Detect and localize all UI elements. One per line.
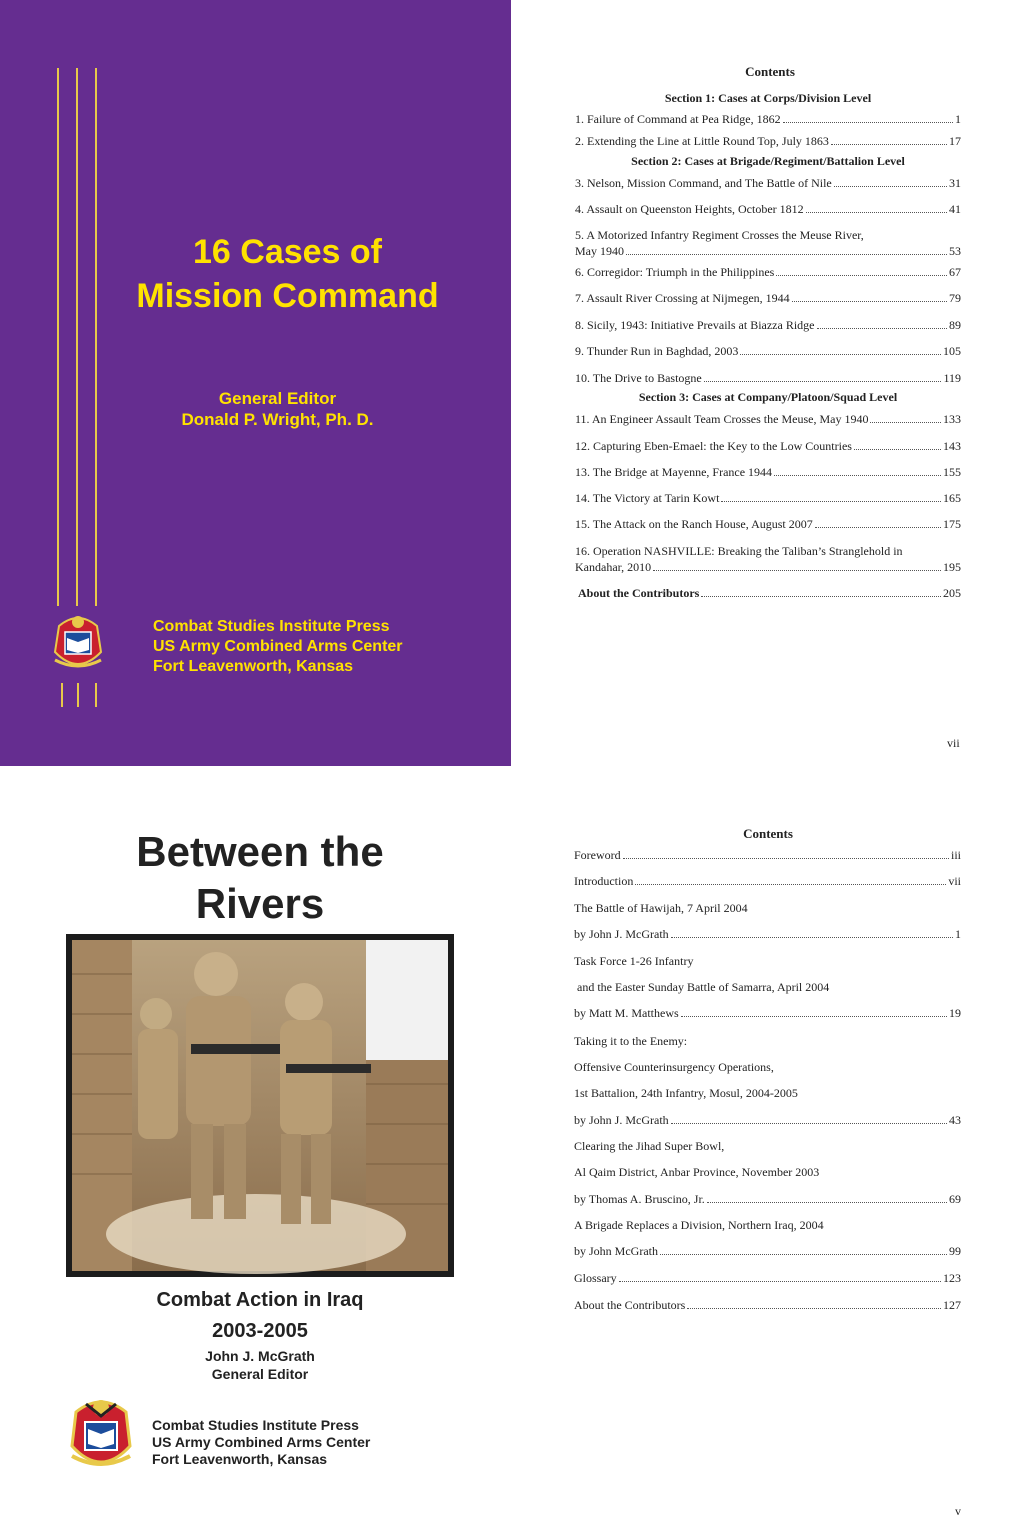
toc-section-heading: Section 1: Cases at Corps/Division Level (664, 91, 872, 105)
toc-section-heading: Section 3: Cases at Company/Platoon/Squad Level (638, 390, 898, 404)
toc-entry-page: 119 (943, 371, 961, 385)
toc-entry-page: 175 (943, 517, 961, 531)
book1-title (120, 230, 455, 318)
toc-entry-title: 8. Sicily, 1943: Initiative Prevails at Biazza Ridge (575, 318, 815, 332)
book2-publisher-line3: Fort Leavenworth, Kansas (152, 1451, 328, 1467)
toc-entry-page: 17 (949, 134, 961, 148)
book2-publisher (152, 1417, 482, 1468)
toc-entry-author: by Thomas A. Bruscino, Jr. (574, 1192, 705, 1206)
toc-entry-title: About the Contributors (574, 1298, 686, 1312)
toc-entry-title: Task Force 1-26 Infantry (574, 954, 694, 968)
toc-entry-title: 5. A Motorized Infantry Regiment Crosses the Meuse River, (575, 228, 864, 242)
toc-entry-title: 3. Nelson, Mission Command, and The Battle of Nile (575, 176, 832, 190)
toc-entry-page: 127 (943, 1298, 961, 1312)
toc-entry-page: 79 (949, 291, 961, 305)
book2-publisher-line2: US Army Combined Arms Center (152, 1434, 371, 1450)
toc-entry[interactable] (574, 847, 961, 863)
toc-entry[interactable] (575, 111, 961, 127)
toc-entry[interactable] (575, 543, 961, 575)
toc-entry-page: 99 (949, 1244, 961, 1258)
cac-crest-icon (64, 1394, 138, 1478)
toc-entry-author: by Matt M. Matthews (574, 1006, 679, 1020)
cover-rule (57, 68, 59, 606)
toc-entry[interactable] (575, 516, 961, 532)
toc-entry-author: by John J. McGrath (574, 1113, 669, 1127)
book2-title-line1: Between the (136, 828, 384, 875)
toc-entry[interactable] (575, 290, 961, 306)
toc-entry[interactable] (574, 1297, 961, 1313)
book2-editor-role: General Editor (211, 1366, 309, 1382)
toc-entry-page: 205 (943, 586, 961, 600)
toc-section-heading: Section 2: Cases at Brigade/Regiment/Battalion Level (631, 154, 905, 168)
toc-entry-page: vii (948, 874, 961, 888)
toc-entry[interactable] (574, 1270, 961, 1286)
toc-entry-title: 9. Thunder Run in Baghdad, 2003 (575, 344, 739, 358)
book1-title-line2: Mission Command (136, 277, 439, 315)
book1-editor-name: Donald P. Wright, Ph. D. (181, 410, 374, 429)
toc-entry-title: A Brigade Replaces a Division, Northern Iraq, 2004 (574, 1218, 824, 1232)
toc-entry-title: 11. An Engineer Assault Team Crosses the Meuse, May 1940 (575, 412, 869, 426)
toc-entry-title: 16. Operation NASHVILLE: Breaking the Taliban’s Stranglehold in (575, 544, 903, 558)
toc-entry-page: 89 (949, 318, 961, 332)
toc-entry-page: 155 (943, 465, 961, 479)
toc-entry-title: Al Qaim District, Anbar Province, November 2003 (574, 1165, 820, 1179)
toc-entry-title: 6. Corregidor: Triumph in the Philippines (575, 265, 775, 279)
book1-editor (150, 388, 405, 430)
book2-years: 2003-2005 (212, 1320, 308, 1342)
toc-entry-title: 10. The Drive to Bastogne (575, 371, 702, 385)
toc-entry[interactable] (575, 464, 961, 480)
book1-editor-role: General Editor (218, 389, 337, 408)
toc-entry-title: 14. The Victory at Tarin Kowt (575, 491, 720, 505)
toc-entry-title: Glossary (574, 1271, 617, 1285)
toc-entry-page: 143 (943, 439, 961, 453)
toc-entry-page: 133 (943, 412, 961, 426)
toc-entry-page: 123 (943, 1271, 961, 1285)
book2-editor-name: John J. McGrath (205, 1348, 315, 1364)
toc-entry-page: 105 (943, 344, 961, 358)
book1-publisher-line3: Fort Leavenworth, Kansas (153, 658, 354, 675)
toc-entry[interactable] (575, 317, 961, 333)
toc-entry[interactable] (574, 926, 961, 942)
toc-entry-title: 12. Capturing Eben-Emael: the Key to the Low Countries (575, 439, 852, 453)
toc-entry[interactable] (575, 227, 961, 259)
soldiers-photo-icon (66, 934, 454, 1277)
toc-heading: Contents (745, 64, 795, 79)
toc-entry[interactable] (575, 201, 961, 217)
toc-entry-page: 31 (949, 176, 961, 190)
book2-title-line2: Rivers (195, 880, 325, 927)
toc-entry-page: 19 (949, 1006, 961, 1020)
toc-entry-title: 13. The Bridge at Mayenne, France 1944 (575, 465, 773, 479)
toc-entry[interactable] (578, 585, 961, 601)
toc-entry-title: Offensive Counterinsurgency Operations, (574, 1060, 774, 1074)
toc-entry[interactable] (575, 370, 961, 386)
book1-title-line1: 16 Cases of (193, 233, 382, 271)
cover-rule (77, 683, 79, 707)
cover-rule (95, 683, 97, 707)
toc-entry[interactable] (574, 873, 961, 889)
toc-entry[interactable] (575, 264, 961, 280)
toc-entry-title: Foreword (574, 848, 621, 862)
toc-entry-title-cont: Kandahar, 2010 (575, 560, 652, 574)
book2-subtitle: Combat Action in Iraq (156, 1289, 364, 1311)
toc-entry-page: 1 (955, 927, 961, 941)
book1-publisher-line2: US Army Combined Arms Center (153, 638, 403, 655)
toc-entry-title: Taking it to the Enemy: (574, 1034, 688, 1048)
book2-title (60, 826, 460, 930)
toc-entry[interactable] (575, 133, 961, 149)
toc-entry-title-cont: May 1940 (575, 244, 624, 258)
toc-entry[interactable] (574, 1243, 961, 1259)
toc-heading: Contents (743, 826, 793, 841)
toc-entry-page: 69 (949, 1192, 961, 1206)
book2-publisher-line1: Combat Studies Institute Press (152, 1417, 359, 1433)
toc-entry-page: iii (950, 848, 961, 862)
toc-entry-page: 1 (955, 112, 961, 126)
toc-entry-title: and the Easter Sunday Battle of Samarra, April 2004 (574, 980, 830, 994)
toc-entry[interactable] (574, 1112, 961, 1128)
toc-entry-title: Introduction (574, 874, 634, 888)
toc-entry[interactable] (575, 175, 961, 191)
cover-rule (95, 68, 97, 606)
toc-entry-page: 43 (949, 1113, 961, 1127)
toc-entry-title: 7. Assault River Crossing at Nijmegen, 1944 (575, 291, 790, 305)
toc-entry[interactable] (574, 1191, 961, 1207)
cac-crest-icon (49, 612, 107, 674)
cover-rule (76, 68, 78, 606)
toc-entry[interactable] (575, 411, 961, 427)
book1-cover (0, 0, 511, 766)
toc-entry-title: 15. The Attack on the Ranch House, August 2007 (575, 517, 813, 531)
toc-entry-title: 1st Battalion, 24th Infantry, Mosul, 2004-2005 (574, 1086, 798, 1100)
toc-entry-page: 195 (943, 560, 961, 574)
toc-entry[interactable] (574, 1005, 961, 1021)
toc-entry-title: 1. Failure of Command at Pea Ridge, 1862 (575, 112, 781, 126)
book1-publisher (153, 617, 483, 677)
toc-entry-title: Clearing the Jihad Super Bowl, (574, 1139, 725, 1153)
toc-entry-title: The Battle of Hawijah, 7 April 2004 (574, 901, 748, 915)
toc-entry-page: 165 (943, 491, 961, 505)
toc-entry[interactable] (575, 343, 961, 359)
toc-entry-author: by John McGrath (574, 1244, 658, 1258)
toc-entry-page: 53 (949, 244, 961, 258)
book1-publisher-line1: Combat Studies Institute Press (153, 618, 390, 635)
toc-entry-title: About the Contributors (578, 586, 700, 600)
toc-entry-page: 67 (949, 265, 961, 279)
cover-rule (61, 683, 63, 707)
toc-entry-title: 4. Assault on Queenston Heights, October 1812 (575, 202, 804, 216)
page-number: v (955, 1504, 961, 1518)
toc-entry[interactable] (575, 490, 961, 506)
toc-entry-page: 41 (949, 202, 961, 216)
toc-entry-author: by John J. McGrath (574, 927, 669, 941)
page-number: vii (947, 736, 960, 750)
toc-entry-title: 2. Extending the Line at Little Round Top, July 1863 (575, 134, 829, 148)
toc-entry[interactable] (575, 438, 961, 454)
